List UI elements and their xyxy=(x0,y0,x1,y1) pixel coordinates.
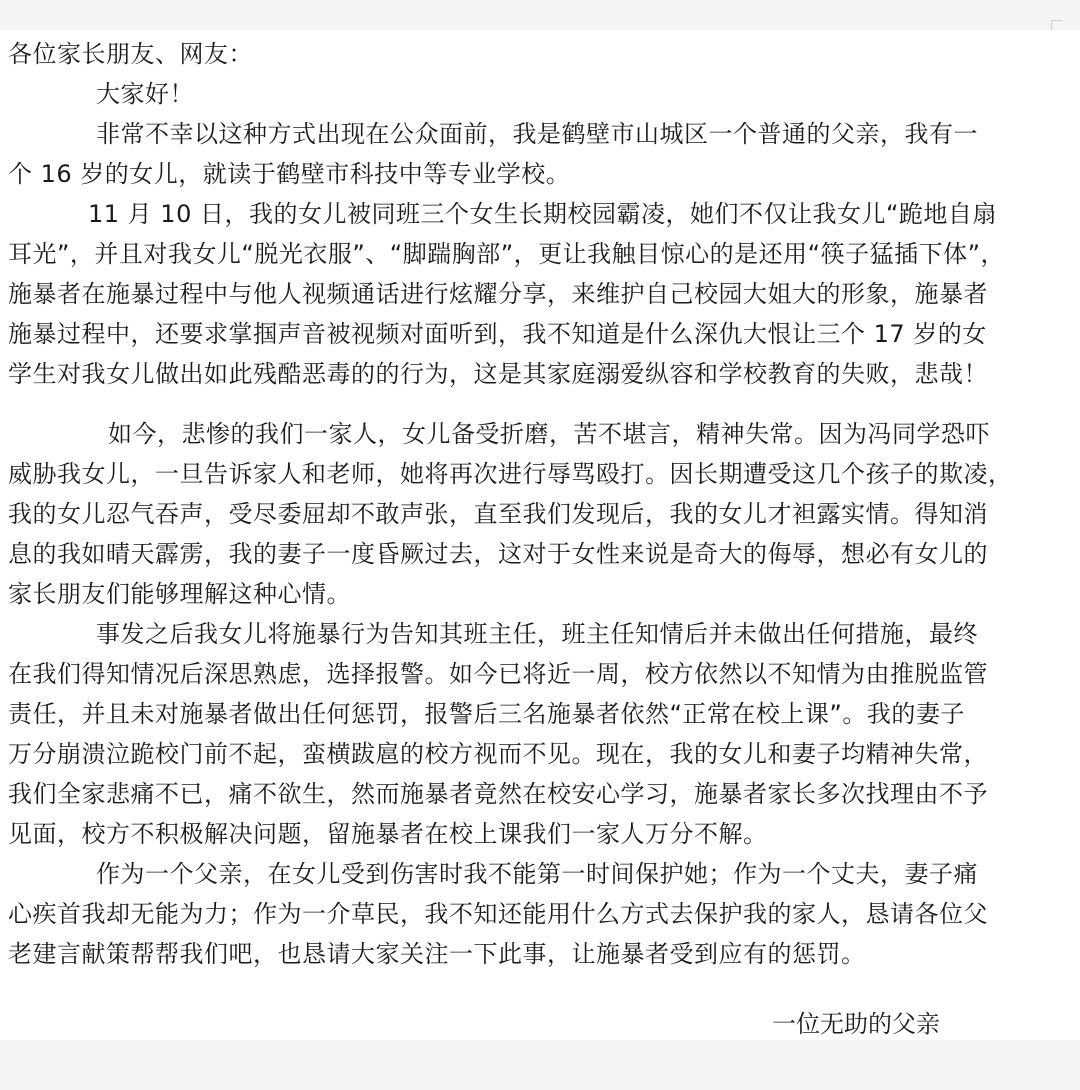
paragraph-line: 11 月 10 日，我的女儿被同班三个女生长期校园霸凌，她们不仅让我女儿“跪地自扇 xyxy=(88,200,997,228)
paragraph-line: 心疾首我却无能为力；作为一介草民，我不知还能用什么方式去保护我的家人，恳请各位父 xyxy=(8,900,988,928)
paragraph-line: 施暴过程中，还要求掌掴声音被视频对面听到，我不知道是什么深仇大恨让三个 17 岁的女 xyxy=(8,320,987,348)
paragraph-line: 家长朋友们能够理解这种心情。 xyxy=(8,580,351,608)
signature: 一位无助的父亲 xyxy=(772,1010,940,1038)
paragraph-line: 施暴者在施暴过程中与他人视频通话进行炫耀分享，来维护自己校园大姐大的形象，施暴者 xyxy=(8,280,988,308)
paragraph-line: 事发之后我女儿将施暴行为告知其班主任，班主任知情后并未做出任何措施，最终 xyxy=(96,620,978,648)
letter-page xyxy=(0,30,1080,1040)
bottom-margin-strip xyxy=(0,1040,1080,1090)
paragraph-line: 我的女儿忍气吞声，受尽委屈却不敢声张，直至我们发现后，我的女儿才袒露实情。得知消 xyxy=(8,500,988,528)
paragraph-line: 息的我如晴天霹雳，我的妻子一度昏厥过去，这对于女性来说是奇大的侮辱，想必有女儿的 xyxy=(8,540,988,568)
paragraph-line: 老建言献策帮帮我们吧，也恳请大家关注一下此事，让施暴者受到应有的惩罚。 xyxy=(8,940,866,968)
paragraph-line: 个 16 岁的女儿，就读于鹤壁市科技中等专业学校。 xyxy=(8,160,571,188)
paragraph-line: 耳光”，并且对我女儿“脱光衣服”、“脚踹胸部”，更让我触目惊心的是还用“筷子猛插下体”， xyxy=(8,240,1006,268)
greeting: 大家好！ xyxy=(96,80,194,108)
paragraph-line: 责任，并且未对施暴者做出任何惩罚，报警后三名施暴者依然“正常在校上课”。我的妻子 xyxy=(8,700,965,728)
salutation: 各位家长朋友、网友： xyxy=(8,40,253,68)
paragraph-line: 非常不幸以这种方式出现在公众面前，我是鹤壁市山城区一个普通的父亲，我有一 xyxy=(96,120,978,148)
paragraph-line: 学生对我女儿做出如此残酷恶毒的的行为，这是其家庭溺爱纵容和学校教育的失败，悲哉！ xyxy=(8,360,988,388)
paragraph-line: 我们全家悲痛不已，痛不欲生，然而施暴者竟然在校安心学习，施暴者家长多次找理由不予 xyxy=(8,780,988,808)
paragraph-line: 在我们得知情况后深思熟虑，选择报警。如今已将近一周，校方依然以不知情为由推脱监管 xyxy=(8,660,988,688)
paragraph-line: 威胁我女儿，一旦告诉家人和老师，她将再次进行辱骂殴打。因长期遭受这几个孩子的欺凌， xyxy=(8,460,1013,488)
paragraph-line: 作为一个父亲，在女儿受到伤害时我不能第一时间保护她；作为一个丈夫，妻子痛 xyxy=(96,860,978,888)
paragraph-line: 如今，悲惨的我们一家人，女儿备受折磨，苦不堪言，精神失常。因为冯同学恐吓 xyxy=(108,420,990,448)
paragraph-line: 见面，校方不积极解决问题，留施暴者在校上课我们一家人万分不解。 xyxy=(8,820,768,848)
top-margin-strip xyxy=(0,0,1080,30)
paragraph-line: 万分崩溃泣跪校门前不起，蛮横跋扈的校方视而不见。现在，我的女儿和妻子均精神失常， xyxy=(8,740,988,768)
